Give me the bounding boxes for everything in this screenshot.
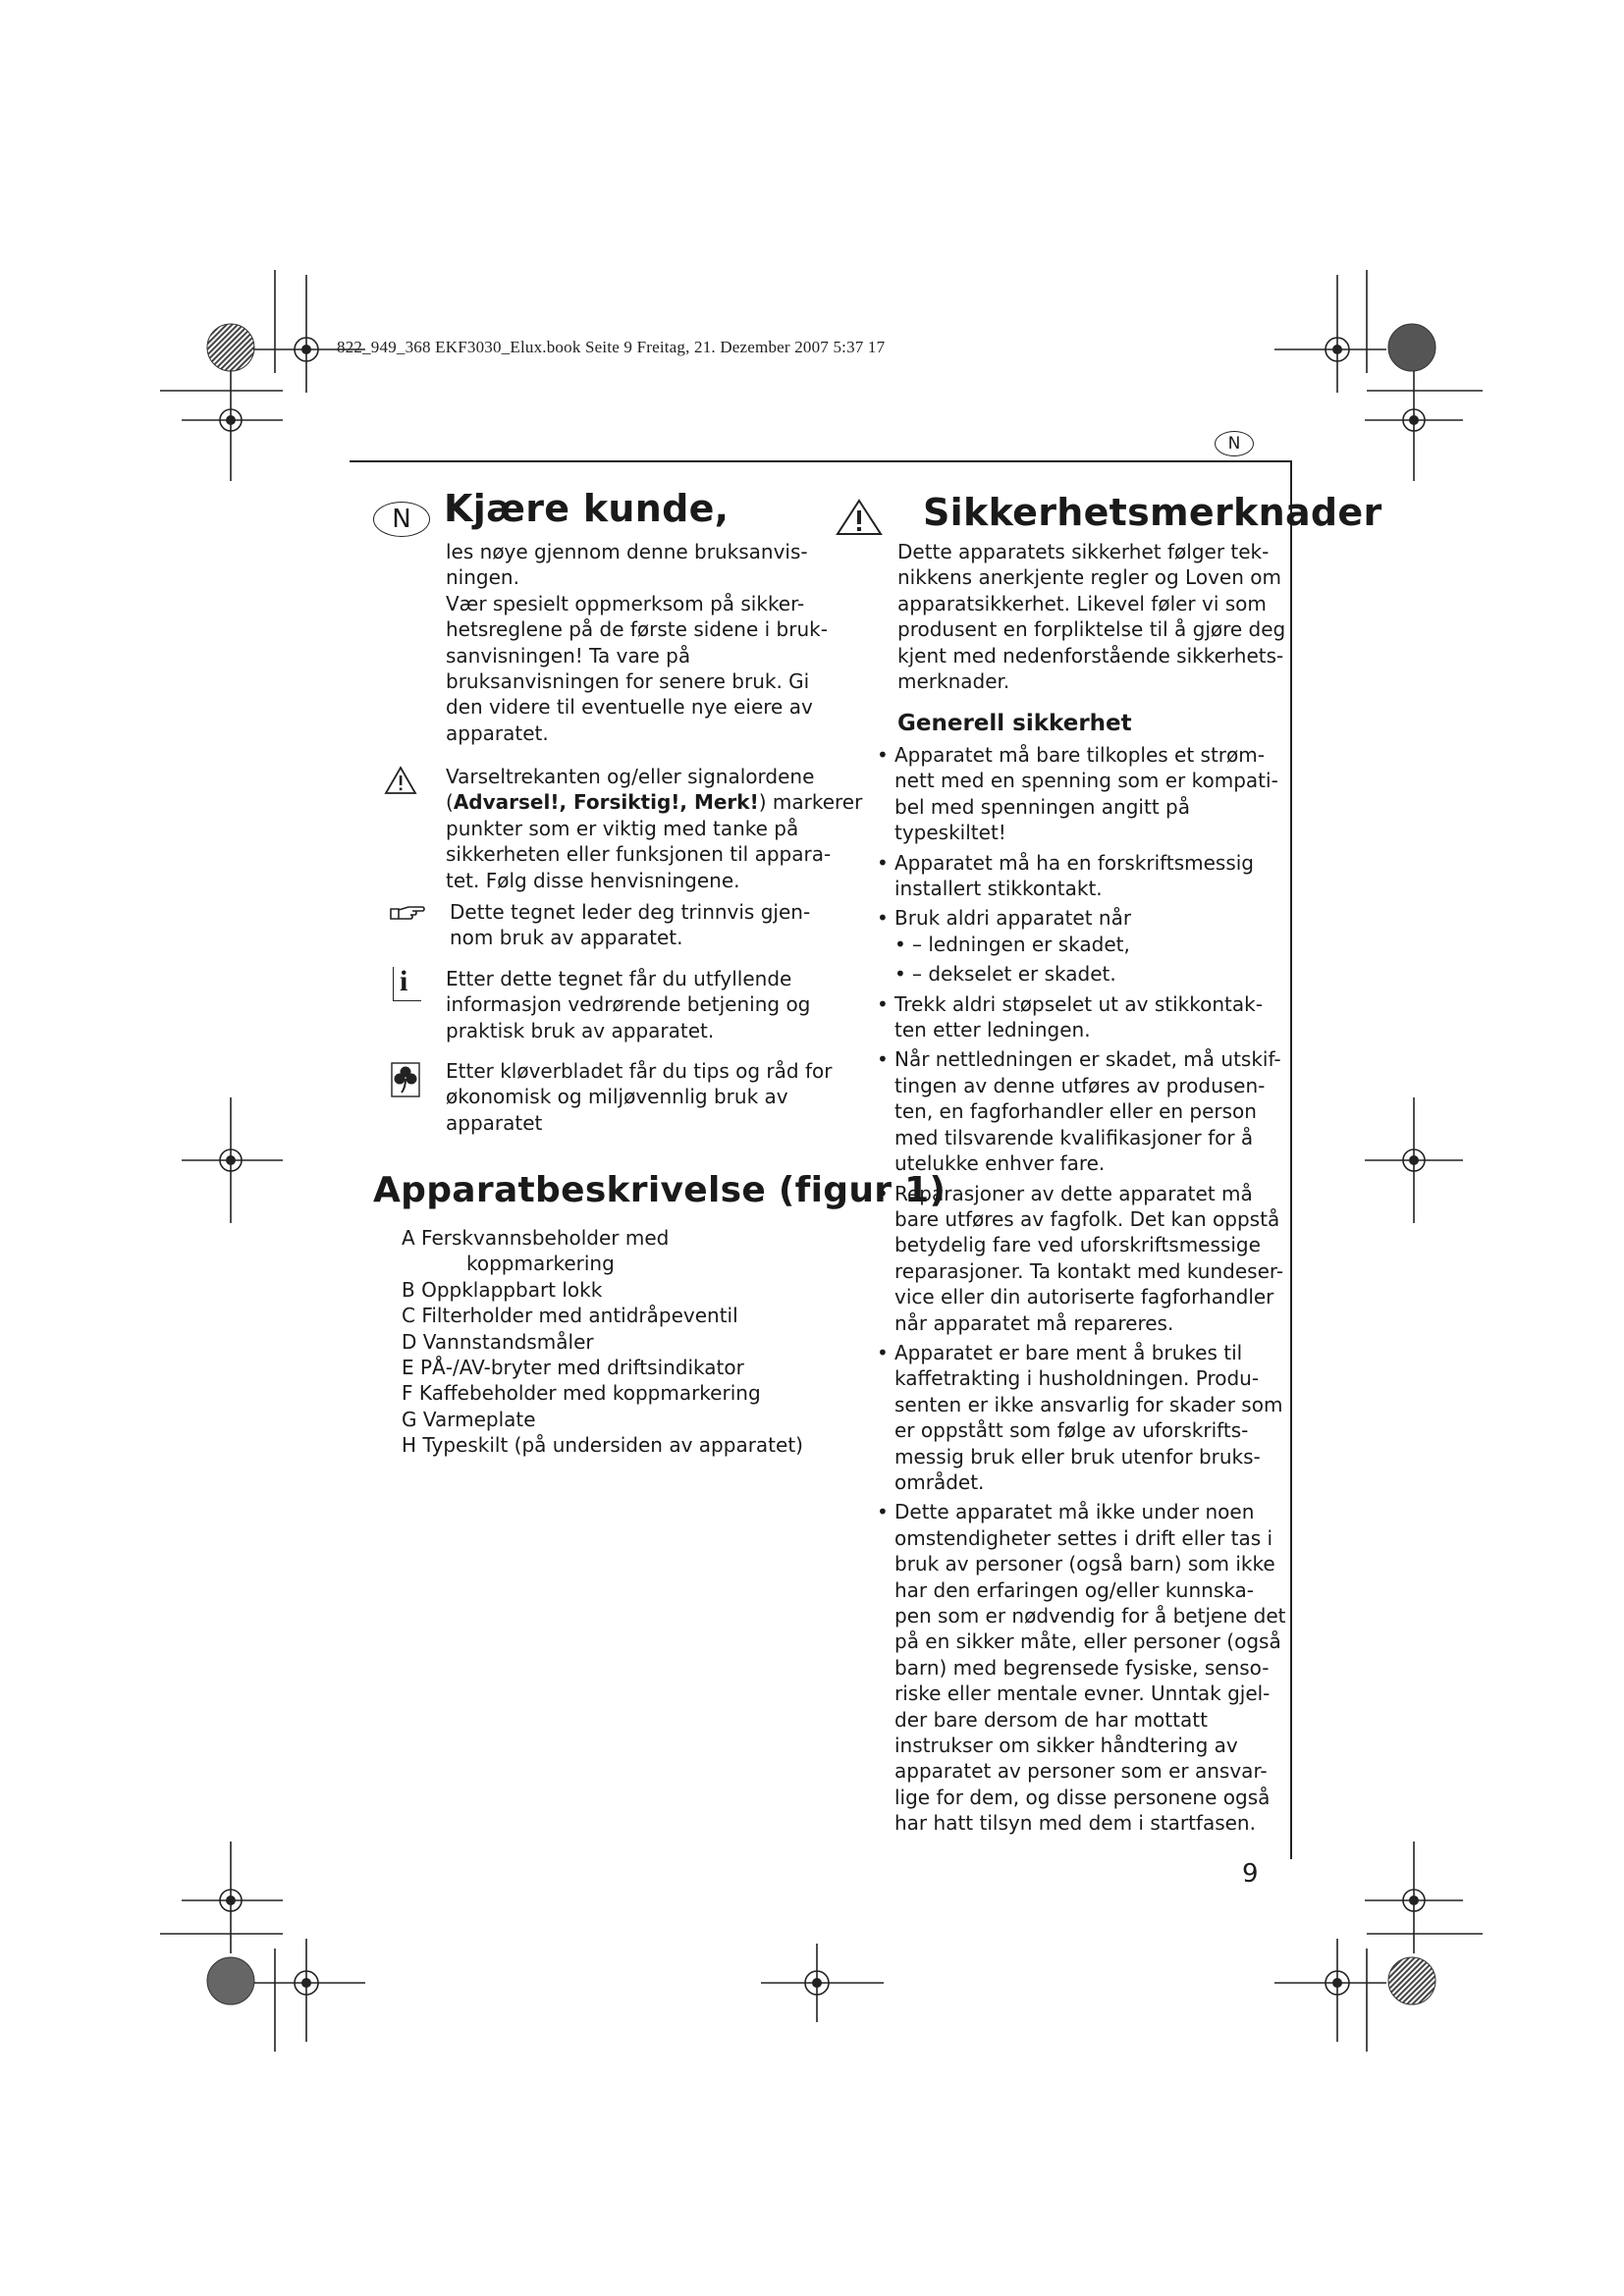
hand-note [450, 899, 823, 951]
greeting-title: Kjære kunde, [444, 487, 730, 530]
text-line: har den erfaringen og/eller kunnska- [894, 1577, 1254, 1602]
info-glyph: i [400, 965, 408, 997]
text-line: Etter kløverbladet får du tips og råd for [446, 1059, 833, 1083]
text-line: • Trekk aldri støpselet ut av stikkontak- [894, 991, 1263, 1016]
component-label-cont: koppmarkering [466, 1252, 615, 1276]
text-line: produsent en forpliktelse til å gjøre deg [897, 617, 1286, 642]
text-line: den videre til eventuelle nye eiere av [446, 695, 813, 720]
list-item [877, 850, 1270, 902]
text-line: Varseltrekanten og/eller signalordene [446, 765, 815, 788]
list-item: E PÅ-/AV-bryter med driftsindikator [402, 1356, 744, 1380]
text-span: ( [446, 790, 454, 815]
text-line: • Bruk aldri apparatet når [894, 906, 1132, 931]
text-line: når apparatet må repareres. [894, 1310, 1174, 1335]
list-item [877, 1181, 1284, 1336]
text-line: les nøye gjennom denne bruksanvis- [446, 540, 808, 563]
component-list [402, 1225, 814, 1459]
warning-triangle-icon [835, 498, 884, 537]
text-line: installert stikkontakt. [894, 877, 1103, 901]
text-line: bare utføres av fagfolk. Det kan oppstå [894, 1206, 1280, 1231]
language-tag: N [1215, 431, 1254, 456]
text-line: er oppstått som følge av uforskrifts- [894, 1418, 1249, 1443]
text-line: • Dette apparatet må ikke under noen [894, 1500, 1255, 1524]
list-item [877, 1340, 1283, 1495]
list-item [877, 1499, 1286, 1836]
text-line: Dette tegnet leder deg trinnvis gjen- [450, 900, 811, 924]
text-line: ten etter ledningen. [894, 1018, 1091, 1042]
text-line: tingen av denne utføres av produsen- [894, 1073, 1266, 1097]
text-line: området. [894, 1469, 985, 1494]
text-line: riske eller mentale evner. Unntak gjel- [894, 1682, 1271, 1706]
text-span: ) markerer [758, 790, 863, 815]
page-number: 9 [1242, 1859, 1259, 1889]
text-line: vice eller din autoriserte fagforhandler [894, 1285, 1274, 1309]
warning-triangle-icon [384, 766, 417, 795]
text-line: Dette apparatets sikkerhet følger tek- [897, 540, 1270, 563]
list-item: C Filterholder med antidråpeventil [402, 1304, 738, 1328]
text-line: sanvisningen! Ta vare på [446, 643, 691, 667]
list-item [877, 1046, 1281, 1176]
text-line: apparatet av personer som er ansvar- [894, 1759, 1268, 1784]
text-line: nom bruk av apparatet. [450, 926, 683, 950]
text-line: hetsreglene på de første sidene i bruk- [446, 617, 828, 642]
list-item: F Kaffebeholder med koppmarkering [402, 1381, 761, 1406]
list-item [877, 905, 1270, 987]
text-line: • Apparatet må bare tilkoples et strøm- [894, 743, 1265, 767]
text-line: • Når nettledningen er skadet, må utskif- [894, 1047, 1281, 1072]
text-line: informasjon vedrørende betjening og [446, 992, 811, 1017]
list-item [877, 742, 1278, 846]
text-line: • Reparasjoner av dette apparatet må [894, 1181, 1253, 1205]
safety-bullet-list [877, 742, 1286, 1841]
text-line: nett med en spenning som er kompati- [894, 769, 1278, 793]
list-item: H Typeskilt (på undersiden av apparatet) [402, 1433, 803, 1458]
text-line: punkter som er viktig med tanke på [446, 816, 799, 840]
text-line: lige for dem, og disse personene også [894, 1785, 1271, 1809]
warning-note [446, 764, 863, 893]
text-line: nikkens anerkjente regler og Loven om [897, 565, 1281, 590]
frame-right-rule [1290, 460, 1292, 1859]
text-line: senten er ikke ansvarlig for skader som [894, 1392, 1283, 1416]
safety-title: Sikkerhetsmerknader [923, 491, 1382, 534]
text-line: kaffetrakting i husholdningen. Produ- [894, 1366, 1260, 1391]
text-line: har hatt tilsyn med dem i startfasen. [894, 1811, 1256, 1836]
text-line: Vær spesielt oppmerksom på sikker- [446, 591, 805, 615]
text-line: apparatet. [446, 721, 549, 745]
text-line: pen som er nødvendig for å betjene det [894, 1604, 1286, 1628]
pointing-hand-icon [389, 903, 426, 923]
sub-list-item: • – dekselet er skadet. [894, 961, 1270, 987]
list-item: D Vannstandsmåler [402, 1329, 594, 1354]
list-item: G Varmeplate [402, 1407, 536, 1431]
text-line: apparatet [446, 1110, 543, 1135]
text-line: bruk av personer (også barn) som ikke [894, 1552, 1275, 1576]
text-line: der bare dersom de har mottatt [894, 1707, 1208, 1732]
info-note [446, 966, 819, 1043]
text-line: tet. Følg disse henvisningene. [446, 868, 740, 892]
intro-text [446, 539, 828, 746]
file-info-header: 822_949_368 EKF3030_Elux.book Seite 9 Freitag, 21. Dezember 2007 5:37 17 [337, 338, 886, 356]
text-line: messig bruk eller bruk utenfor bruks- [894, 1444, 1261, 1468]
text-line: med tilsvarende kvalifikasjoner for å [894, 1125, 1254, 1149]
text-line: ten, en fagforhandler eller en person [894, 1099, 1257, 1124]
text-line: på en sikker måte, eller personer (også [894, 1629, 1281, 1654]
text-line: typeskiltet! [894, 821, 1006, 845]
list-item [877, 991, 1270, 1043]
text-line: apparatsikkerhet. Likevel føler vi som [897, 591, 1267, 615]
text-line: ningen. [446, 565, 519, 590]
text-line: bruksanvisningen for senere bruk. Gi [446, 669, 810, 694]
info-icon [393, 967, 421, 1001]
text-line: instrukser om sikker håndtering av [894, 1734, 1238, 1758]
list-item [402, 1225, 814, 1277]
text-line: barn) med begrensede fysiske, senso- [894, 1655, 1270, 1680]
text-line: merknader. [897, 669, 1010, 694]
text-line: praktisk bruk av apparatet. [446, 1018, 715, 1042]
clover-note [446, 1058, 833, 1136]
section-language-tag: N [373, 502, 430, 537]
list-item: B Oppklappbart lokk [402, 1277, 603, 1302]
text-line: kjent med nedenforstående sikkerhets- [897, 643, 1284, 667]
text-line: Etter dette tegnet får du utfyllende [446, 967, 792, 990]
frame-top-rule [350, 460, 1292, 462]
signal-words: Advarsel!, Forsiktig!, Merk! [453, 790, 759, 815]
text-line [446, 789, 863, 815]
text-line: sikkerheten eller funksjonen til appara- [446, 842, 832, 867]
text-line: • Apparatet må ha en forskriftsmessig [894, 850, 1254, 875]
text-line: omstendigheter settes i drift eller tas i [894, 1525, 1273, 1550]
appliance-description-title: Apparatbeskrivelse (figur 1) [373, 1170, 947, 1210]
safety-intro [897, 539, 1286, 694]
general-safety-subtitle: Generell sikkerhet [897, 711, 1132, 736]
sub-list-item: • – ledningen er skadet, [894, 932, 1270, 957]
text-line: utelukke enhver fare. [894, 1151, 1106, 1176]
sub-list [894, 932, 1270, 988]
component-label: A Ferskvannsbeholder med [402, 1226, 670, 1250]
clover-icon [391, 1062, 420, 1097]
text-line: økonomisk og miljøvennlig bruk av [446, 1085, 788, 1109]
text-line: bel med spenningen angitt på [894, 794, 1190, 819]
text-line: reparasjoner. Ta kontakt med kundeser- [894, 1258, 1284, 1283]
text-line: betydelig fare ved uforskriftsmessige [894, 1233, 1261, 1257]
text-line: • Apparatet er bare ment å brukes til [894, 1340, 1243, 1364]
